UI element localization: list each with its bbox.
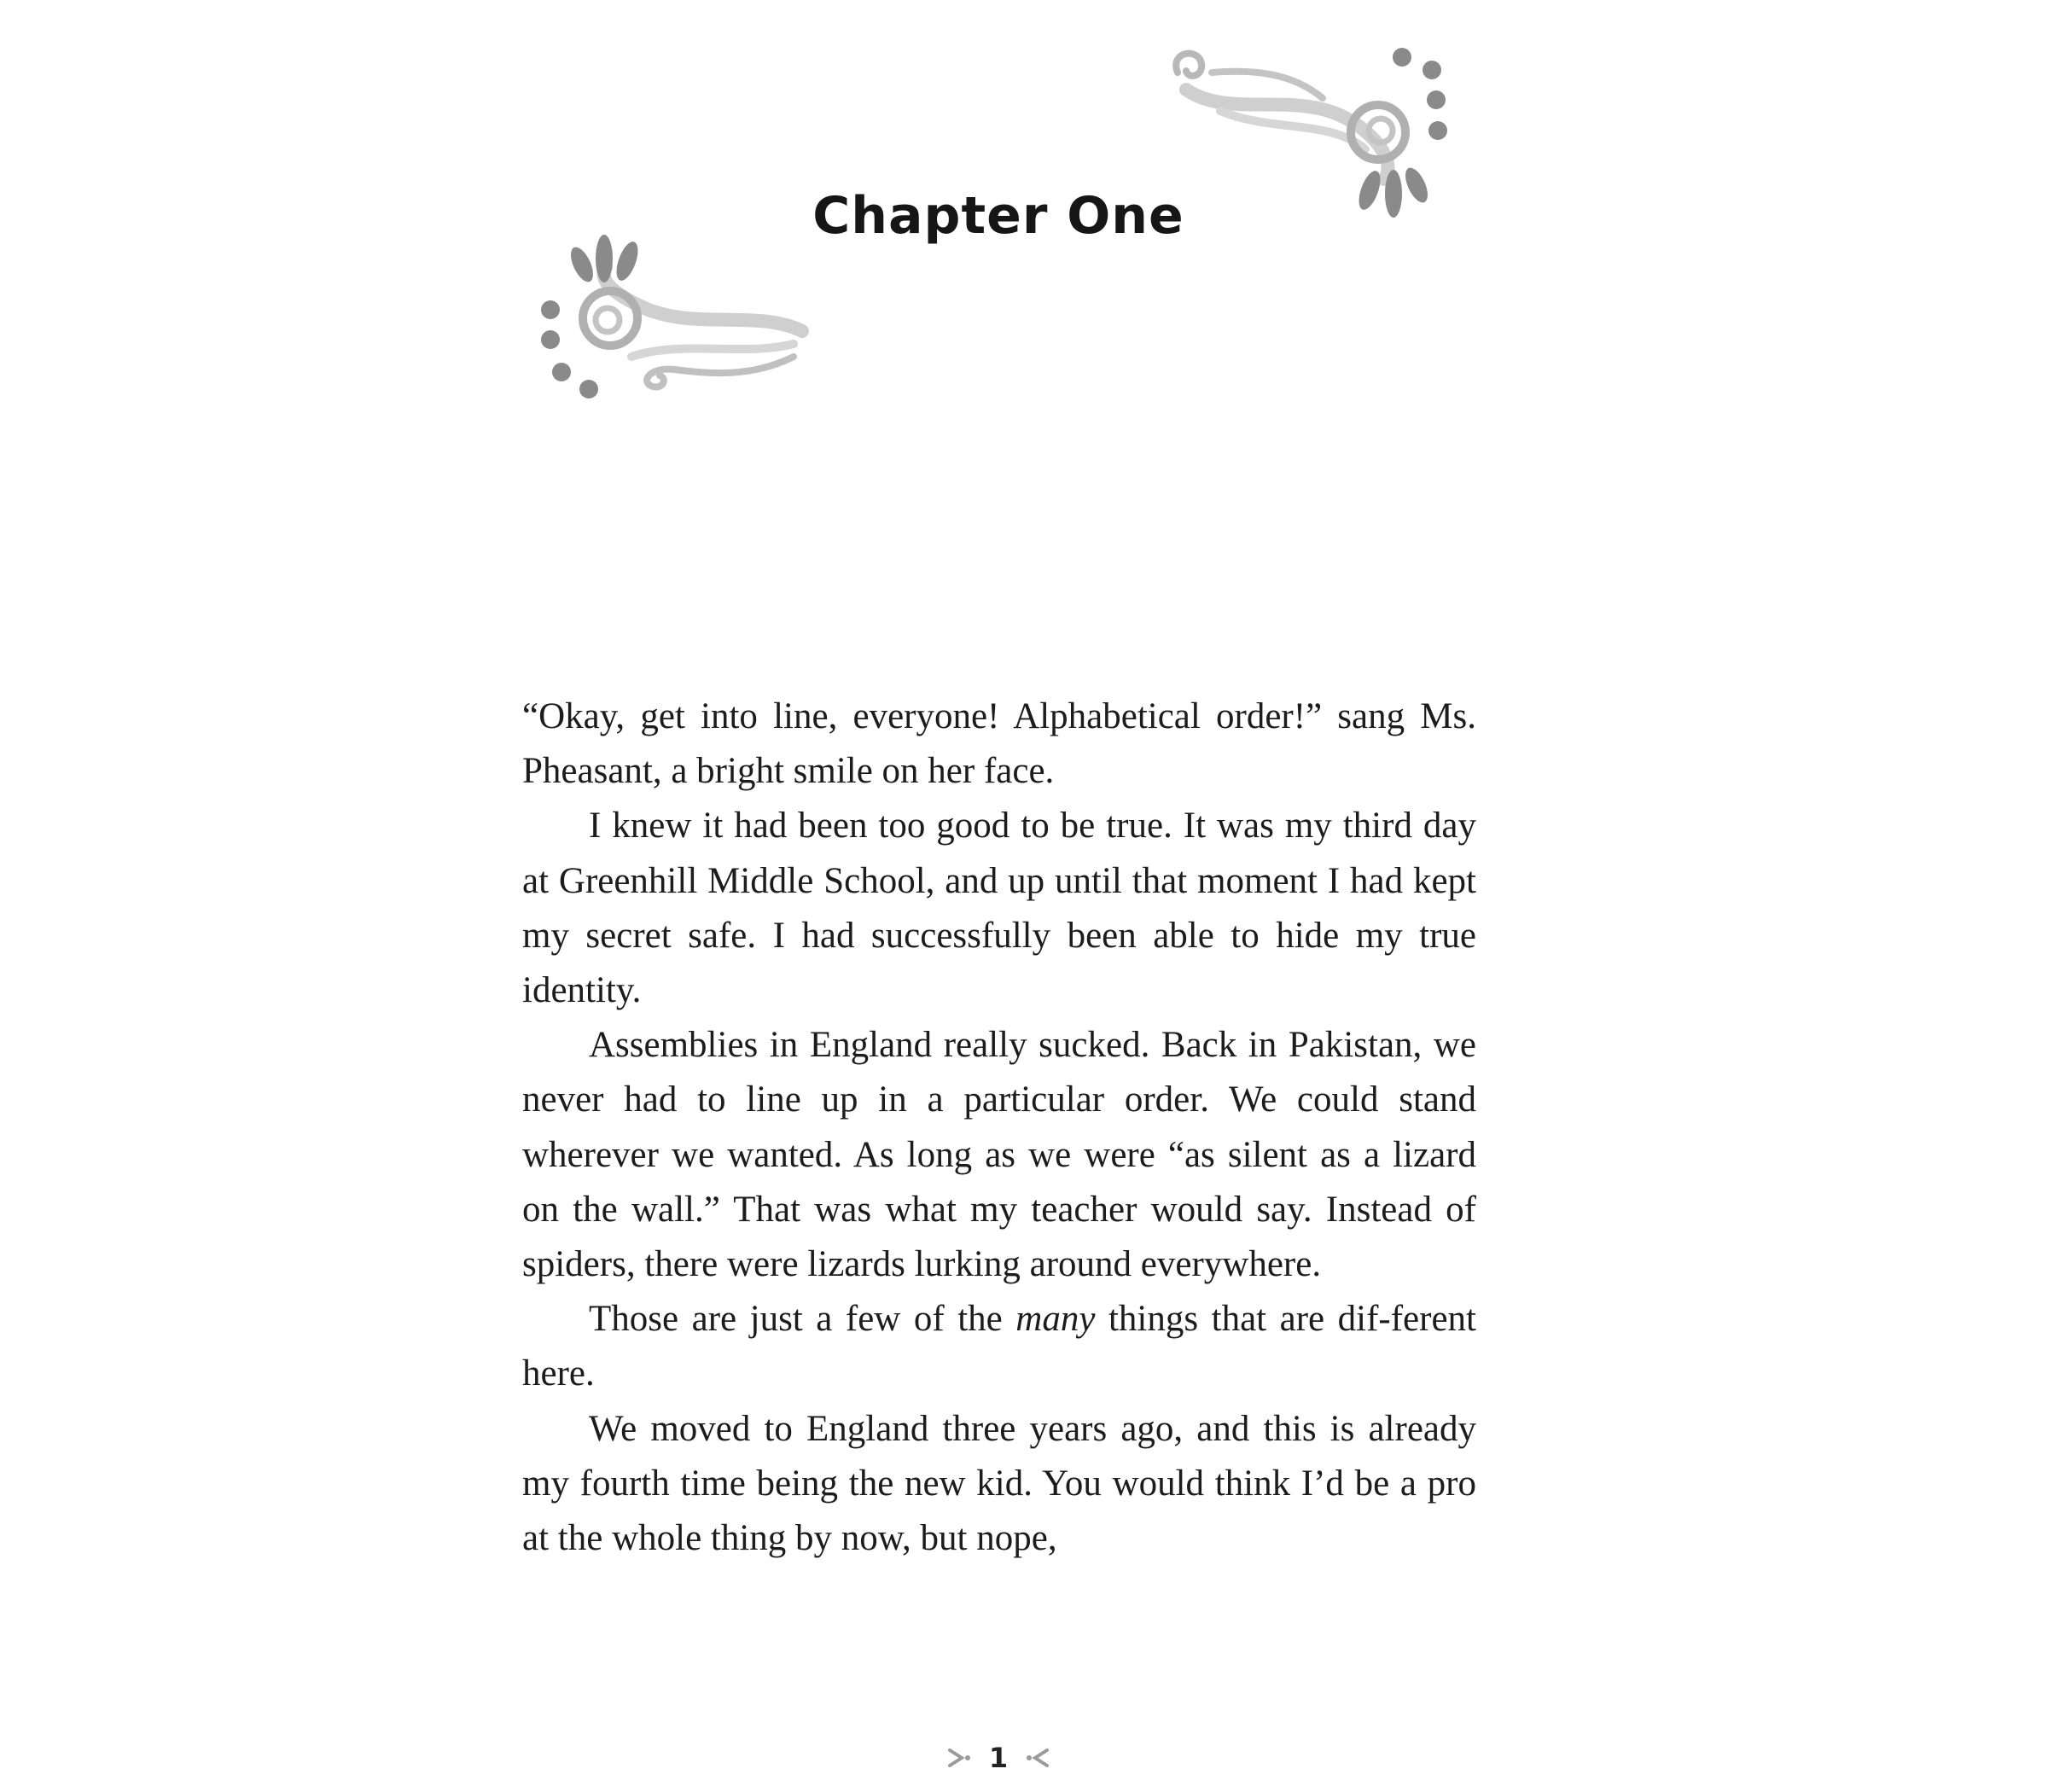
chapter-body [522,689,1476,1566]
chevron-right-ornament-icon [946,1747,972,1769]
page-number: 1 [988,1742,1009,1774]
paragraph [522,1018,1476,1292]
chapter-title: Chapter One [812,186,1184,246]
paragraph-text: Assemblies in England really sucked. Back in Pakistan, we never had to line up in a particular order. We could stand wherever we wanted. As long as we were “as silent as a lizard on the wall.” That was what my teacher would say. Instead of spiders, there were lizards lurking around everywhere. [522,1025,1476,1285]
paragraph-text: “Okay, get into line, everyone! Alphabetical order!” sang Ms. Pheasant, a bright smile on her face. [522,696,1476,792]
swirl-ornament-icon [538,229,811,404]
paragraph-text: Those are just a few of the [589,1299,1016,1340]
paragraph-text: things that are dif-ferent here. [522,1299,1476,1394]
paragraph [522,799,1476,1018]
paragraph [522,689,1476,799]
paragraph [522,1402,1476,1567]
paragraph-text: I knew it had been too good to be true. It was my third day at Greenhill Middle School, and up until that moment I had kept my secret safe. I had successfully been able to hide my true identity. [522,806,1476,1011]
chevron-left-ornament-icon [1025,1747,1050,1769]
page-footer [939,1741,1058,1775]
paragraph-text: We moved to England three years ago, and this is already my fourth time being the new kid. You would think I’d be a pro at the whole thing by now, but nope, [522,1408,1476,1559]
emphasis-text: many [1015,1299,1096,1340]
paragraph [522,1292,1476,1401]
